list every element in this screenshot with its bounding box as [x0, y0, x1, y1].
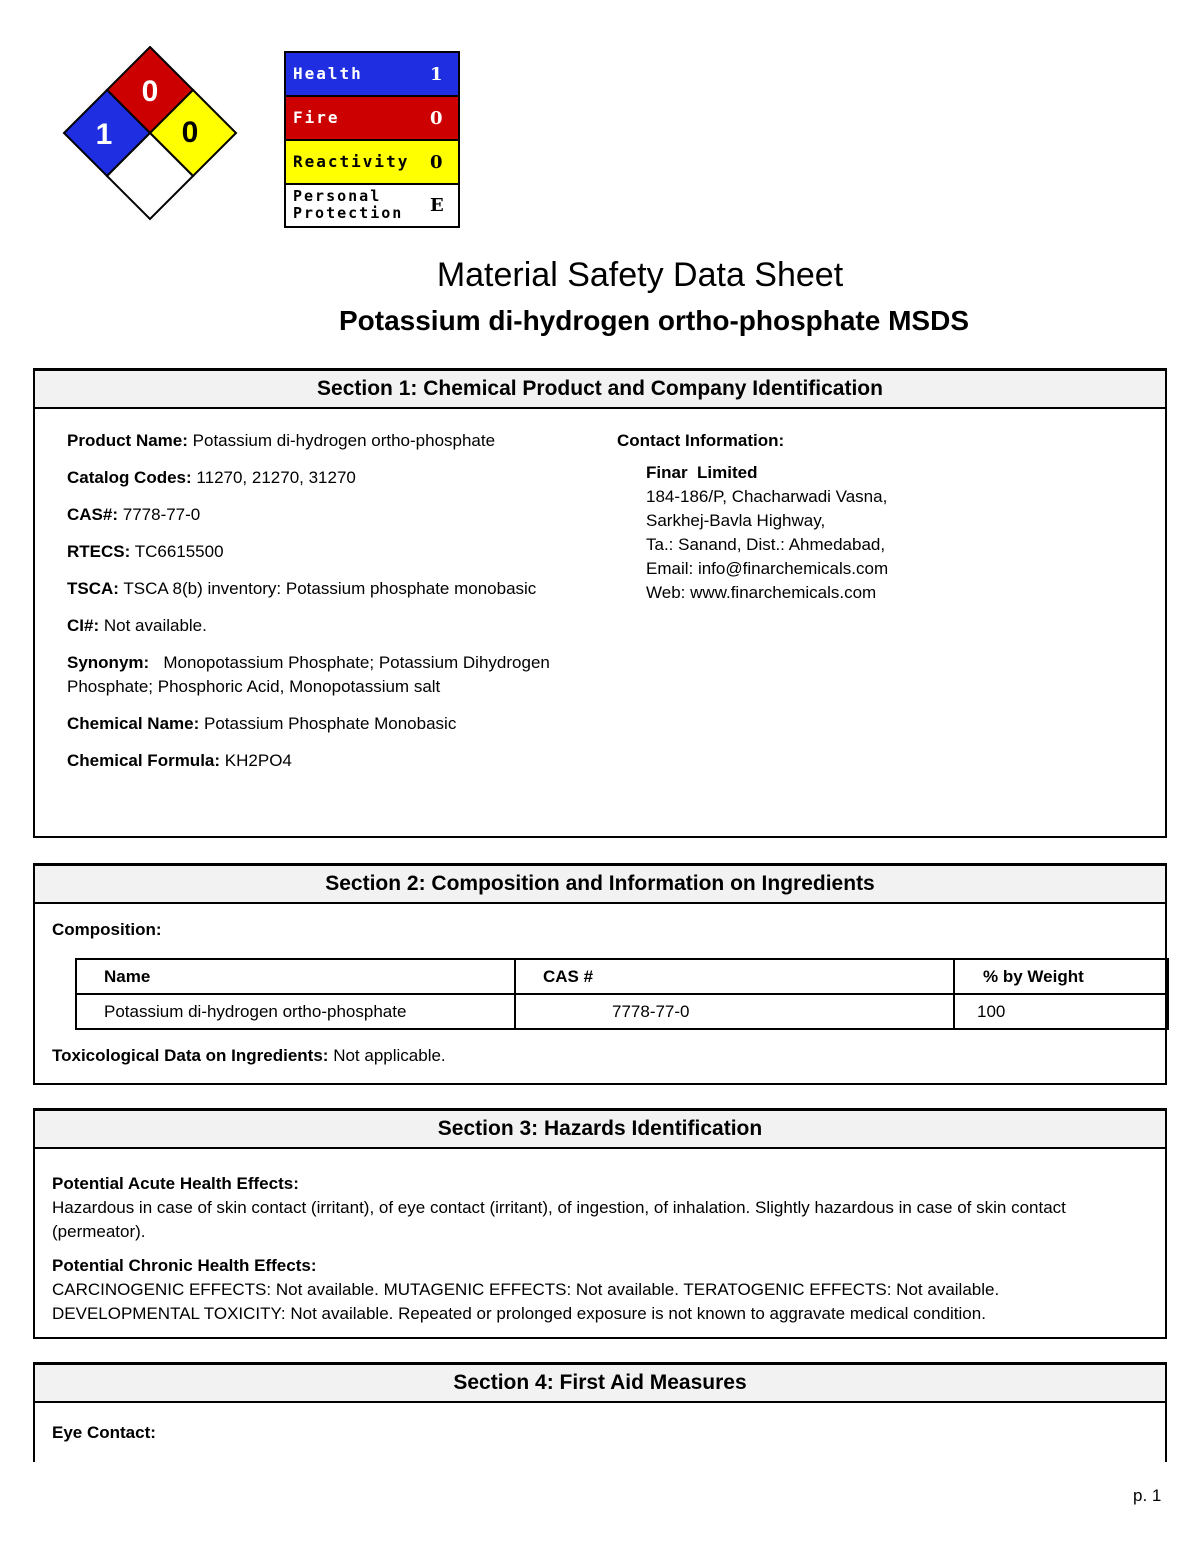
contact-label: Contact Information: — [617, 431, 785, 450]
hmis-reactivity-label: Reactivity — [293, 152, 410, 171]
contact-information — [617, 429, 1117, 605]
catalog-codes-line — [67, 466, 587, 490]
chemical-formula-line — [67, 749, 587, 773]
section-1-heading: Section 1: Chemical Product and Company Identification — [35, 371, 1165, 409]
document-subtitle: Potassium di-hydrogen ortho-phosphate MSDS — [338, 305, 969, 336]
ci-line — [67, 614, 587, 638]
tsca-value: TSCA 8(b) inventory: Potassium phosphate monobasic — [123, 579, 537, 598]
contact-web: Web: www.finarchemicals.com — [646, 583, 877, 602]
ci-value: Not available. — [103, 616, 207, 635]
synonym-value: Monopotassium Phosphate; Potassium Dihydrogen Phosphate; Phosphoric Acid, Monopotassium salt — [67, 653, 550, 696]
hmis-ppe-label — [293, 188, 403, 222]
cas-value: 7778-77-0 — [122, 505, 201, 524]
address-line-3: Ta.: Sanand, Dist.: Ahmedabad, — [646, 535, 886, 554]
hmis-reactivity-row — [286, 141, 458, 185]
hmis-ppe-label-line1: Personal — [293, 187, 382, 205]
chemical-formula-value: KH2PO4 — [224, 751, 292, 770]
tsca-label: TSCA: — [67, 579, 119, 598]
table-row — [76, 994, 1168, 1029]
section-3-heading: Section 3: Hazards Identification — [35, 1111, 1165, 1149]
table-cell-cas: 7778-77-0 — [515, 994, 954, 1029]
table-header-weight: % by Weight — [954, 959, 1168, 994]
table-cell-weight: 100 — [954, 994, 1168, 1029]
ci-label: CI#: — [67, 616, 100, 635]
hmis-fire-value: 0 — [430, 108, 443, 129]
page-number: p. 1 — [1133, 1486, 1162, 1505]
rtecs-label: RTECS: — [67, 542, 131, 561]
nfpa-diamond — [62, 46, 238, 222]
nfpa-health-value: 1 — [95, 118, 113, 151]
cas-line — [67, 503, 587, 527]
table-header-name: Name — [76, 959, 515, 994]
section-4-body — [35, 1403, 1165, 1443]
table-header-row — [76, 959, 1168, 994]
hmis-health-label: Health — [293, 64, 363, 83]
catalog-codes-label: Catalog Codes: — [67, 468, 192, 487]
rtecs-value: TC6615500 — [134, 542, 224, 561]
rtecs-line — [67, 540, 587, 564]
section-4-heading: Section 4: First Aid Measures — [35, 1365, 1165, 1403]
product-details — [67, 429, 587, 786]
product-name-line — [67, 429, 587, 453]
company-name: Finar Limited — [646, 463, 758, 482]
toxicological-label: Toxicological Data on Ingredients: — [52, 1046, 329, 1065]
synonym-line — [67, 651, 587, 699]
toxicological-value: Not applicable. — [333, 1046, 446, 1065]
chemical-formula-label: Chemical Formula: — [67, 751, 221, 770]
chemical-name-label: Chemical Name: — [67, 714, 200, 733]
section-2 — [33, 863, 1167, 1085]
cas-label: CAS#: — [67, 505, 119, 524]
company-address — [617, 461, 1117, 605]
hmis-fire-row — [286, 97, 458, 141]
chronic-effects-label: Potential Chronic Health Effects: — [52, 1256, 317, 1275]
section-2-heading: Section 2: Composition and Information on Ingredients — [35, 866, 1165, 904]
tsca-line — [67, 577, 587, 601]
address-line-1: 184-186/P, Chacharwadi Vasna, — [646, 487, 888, 506]
chemical-name-value: Potassium Phosphate Monobasic — [204, 714, 457, 733]
acute-effects-label: Potential Acute Health Effects: — [52, 1174, 299, 1193]
composition-label: Composition: — [52, 920, 162, 939]
hmis-label — [284, 51, 460, 228]
hmis-health-row — [286, 53, 458, 97]
eye-contact-label: Eye Contact: — [52, 1423, 156, 1442]
section-1 — [33, 368, 1167, 838]
hmis-ppe-label-line2: Protection — [293, 204, 404, 222]
table-header-cas: CAS # — [515, 959, 954, 994]
nfpa-fire-value: 0 — [141, 75, 159, 108]
hmis-fire-label: Fire — [293, 108, 340, 127]
product-name-label: Product Name: — [67, 431, 188, 450]
table-cell-name: Potassium di-hydrogen ortho-phosphate — [76, 994, 515, 1029]
nfpa-reactivity-value: 0 — [181, 116, 199, 149]
address-line-2: Sarkhej-Bavla Highway, — [646, 511, 826, 530]
hmis-ppe-value: E — [430, 195, 444, 216]
contact-email: Email: info@finarchemicals.com — [646, 559, 889, 578]
toxicological-data — [52, 1046, 446, 1066]
chronic-effects-text: CARCINOGENIC EFFECTS: Not available. MUTAGENIC EFFECTS: Not available. TERATOGENIC EFFECTS: Not available. DEVELOPMENTAL TOXICITY: Not available. Repeated or prolonged exposure is not known to aggravate medical condition. — [52, 1280, 1000, 1323]
hmis-ppe-row — [286, 185, 458, 226]
section-3 — [33, 1108, 1167, 1339]
document-title: Material Safety Data Sheet — [436, 256, 844, 294]
acute-effects-text: Hazardous in case of skin contact (irritant), of eye contact (irritant), of ingestion, of inhalation. Slightly hazardous in case of skin contact (permeator). — [52, 1198, 1066, 1241]
catalog-codes-value: 11270, 21270, 31270 — [196, 468, 356, 487]
product-name-value: Potassium di-hydrogen ortho-phosphate — [192, 431, 496, 450]
composition-table — [75, 958, 1169, 1030]
section-3-body — [35, 1149, 1165, 1326]
hmis-reactivity-value: 0 — [430, 152, 443, 173]
section-4 — [33, 1362, 1167, 1462]
hmis-health-value: 1 — [430, 64, 443, 85]
chemical-name-line — [67, 712, 587, 736]
synonym-label: Synonym: — [67, 653, 150, 672]
